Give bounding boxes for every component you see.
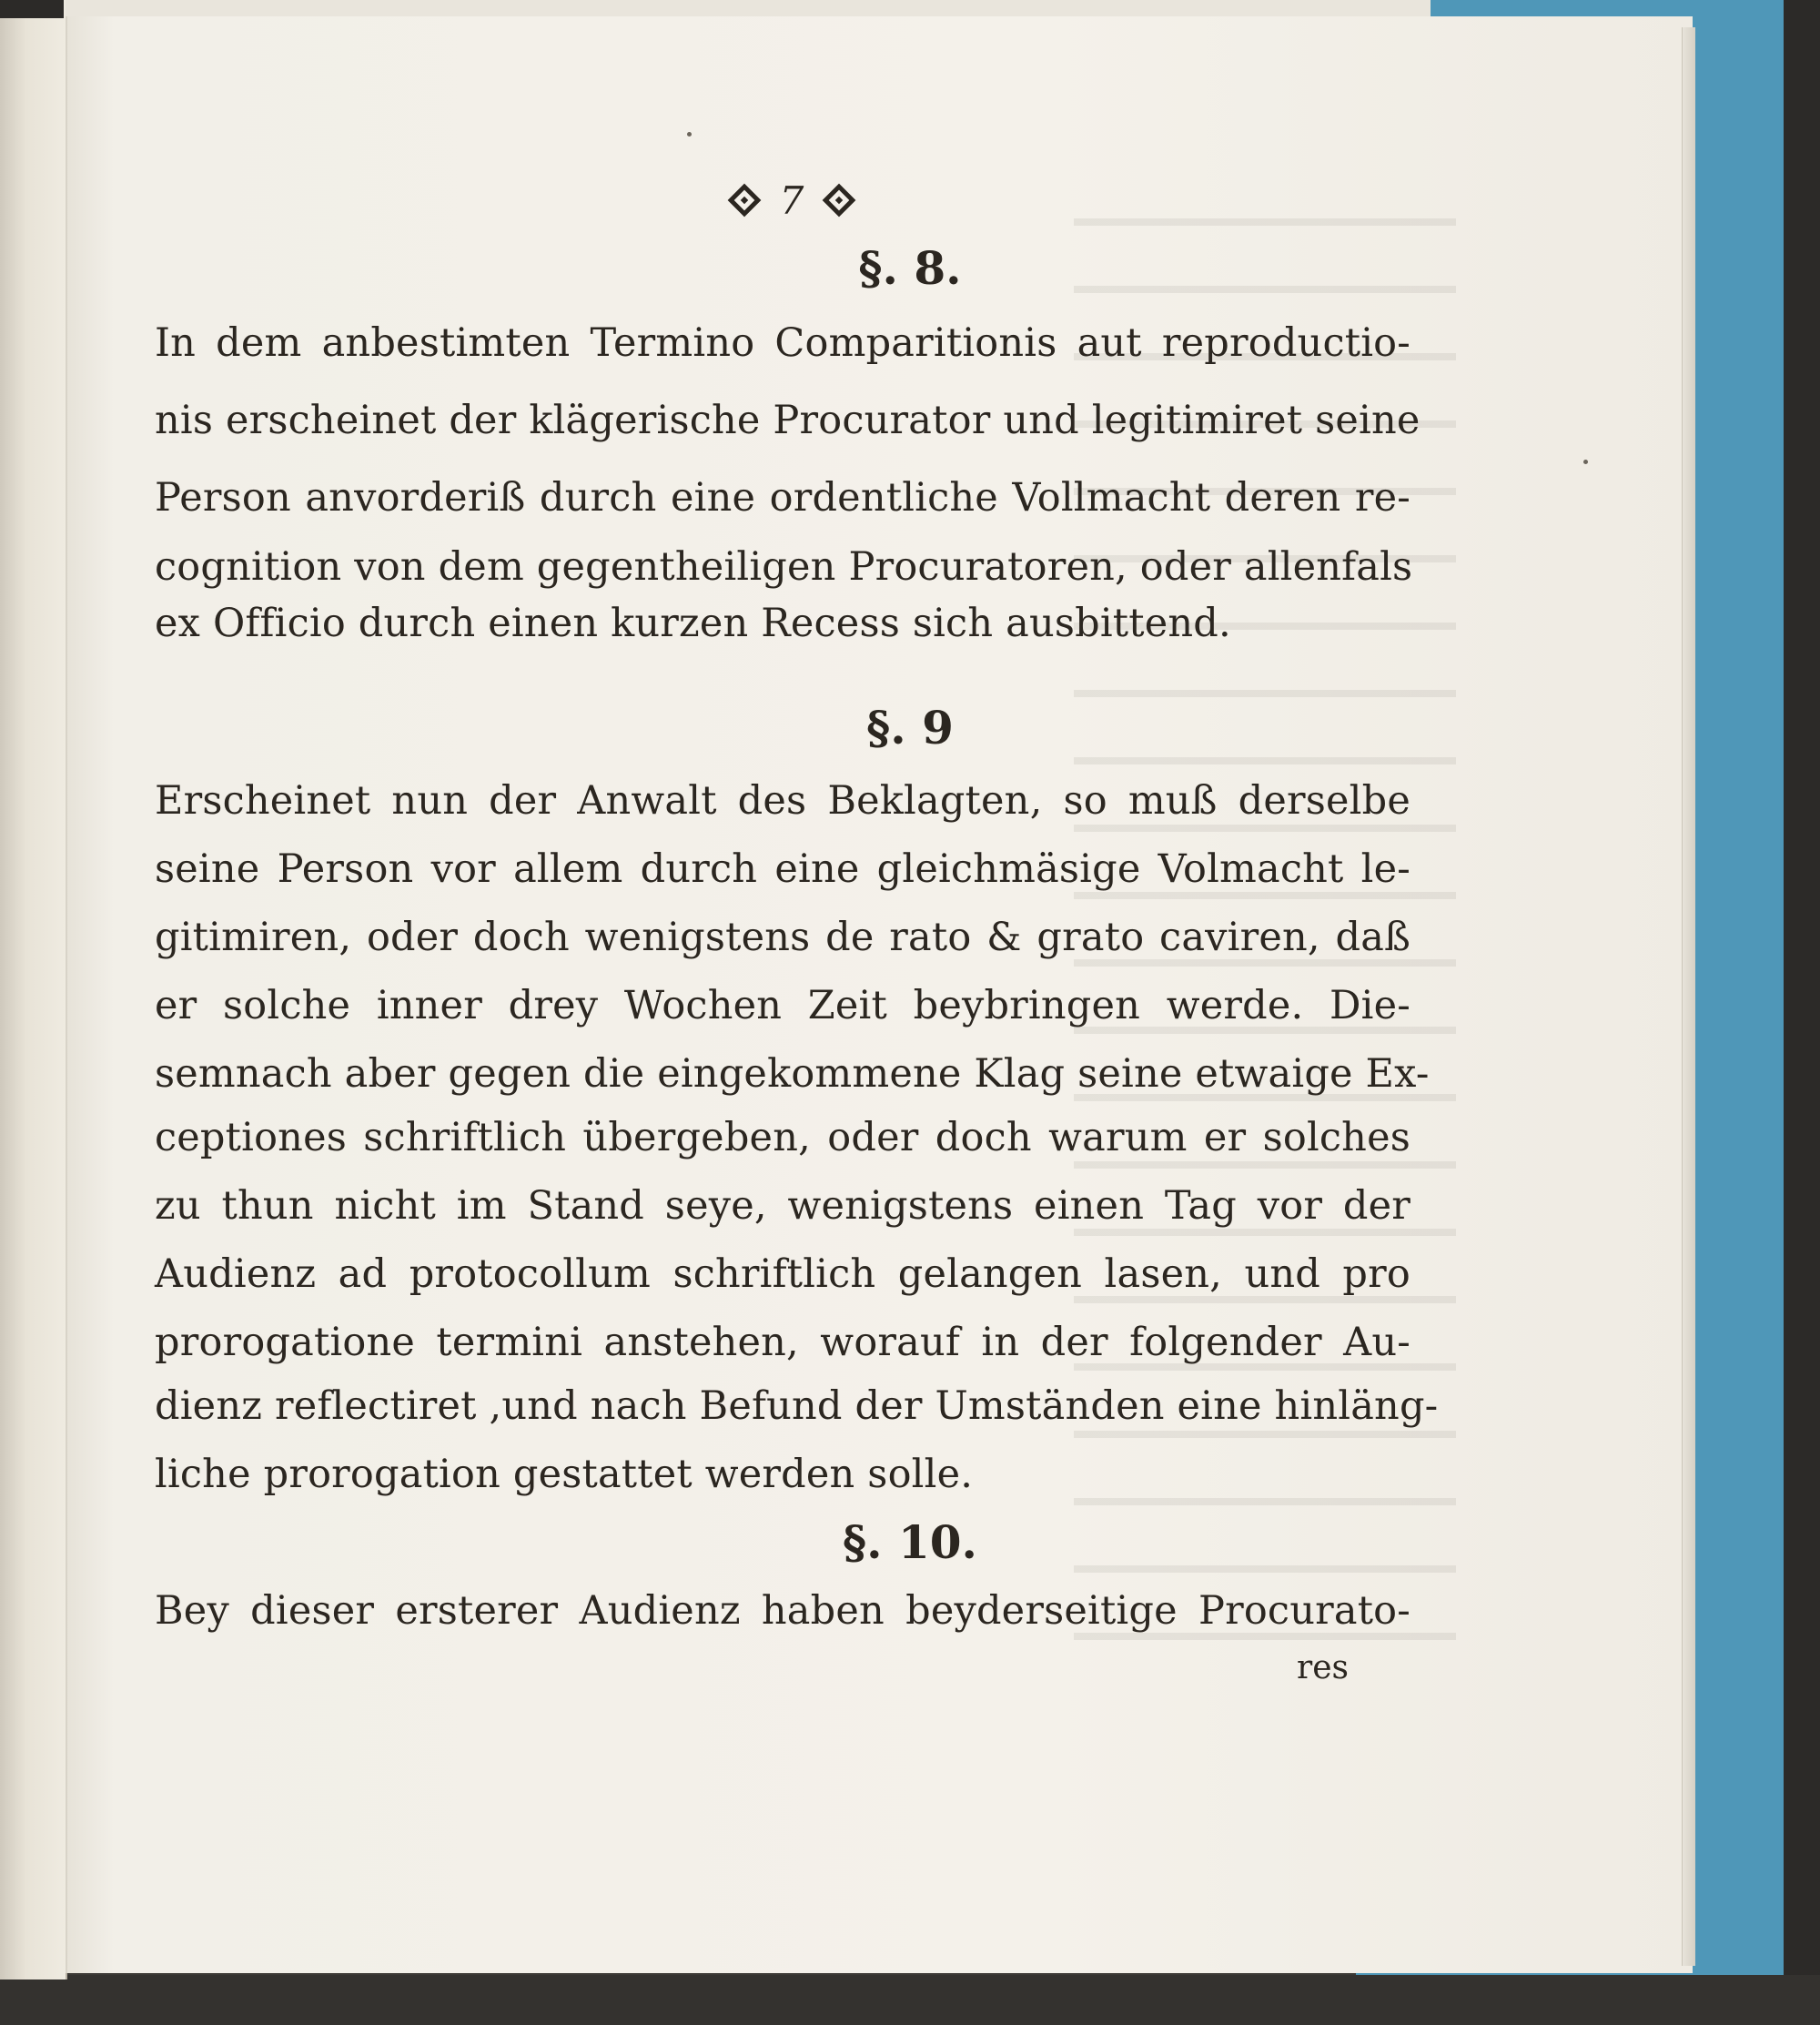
- paragraph-line: liche prorogation gestattet werden solle.: [155, 1452, 974, 1497]
- paragraph-line: ex Officio durch einen kurzen Recess sich ausbittend.: [155, 601, 1231, 646]
- page-header: [673, 168, 910, 232]
- catchword: res: [1297, 1649, 1349, 1686]
- paragraph-line: seine Person vor allem durch eine gleichmäsige Volmacht le-: [155, 846, 1410, 892]
- page-fore-edge: [1682, 27, 1695, 1966]
- paragraph-line: ceptiones schriftlich übergeben, oder doch warum er solches: [155, 1115, 1410, 1160]
- paragraph-line: In dem anbestimten Termino Comparitionis aut reproductio-: [155, 320, 1410, 366]
- paragraph-line: Person anvorderiß durch eine ordentliche Vollmacht deren re-: [155, 475, 1410, 521]
- paragraph-line: semnach aber gegen die eingekommene Klag seine etwaige Ex-: [155, 1051, 1430, 1097]
- diamond-ornament-icon: [823, 184, 856, 218]
- paragraph-line: cognition von dem gegentheiligen Procuratoren, oder allenfals: [155, 544, 1413, 590]
- ink-speck: [687, 132, 692, 137]
- paragraph-line: Erscheinet nun der Anwalt des Beklagten, so muß derselbe: [155, 778, 1410, 824]
- facing-page-corner: [0, 0, 64, 18]
- diamond-ornament-icon: [727, 184, 761, 218]
- backdrop-dark-edge: [1784, 0, 1820, 2025]
- backdrop-bottom-edge: [0, 1975, 1820, 2025]
- paragraph-line: prorogatione termini anstehen, worauf in der folgender Au-: [155, 1320, 1410, 1365]
- ink-speck: [1583, 460, 1588, 464]
- paragraph-line: er solche inner drey Wochen Zeit beybringen werde. Die-: [155, 983, 1410, 1028]
- paragraph-line: dienz reflectiret ,und nach Befund der Umständen eine hinläng-: [155, 1383, 1439, 1429]
- page-number: 7: [779, 177, 804, 223]
- section-heading-8: §. 8.: [858, 241, 962, 295]
- paragraph-line: Audienz ad protocollum schriftlich gelangen lasen, und pro: [155, 1251, 1410, 1297]
- section-heading-9: §. 9: [866, 701, 954, 754]
- paragraph-line: nis erscheinet der klägerische Procurator und legitimiret seine: [155, 398, 1421, 443]
- paragraph-line: gitimiren, oder doch wenigstens de rato & grato caviren, daß: [155, 915, 1410, 960]
- facing-page-edge: [0, 0, 67, 1979]
- paragraph-line: zu thun nicht im Stand seye, wenigstens einen Tag vor der: [155, 1183, 1410, 1229]
- paragraph-line: Bey dieser ersterer Audienz haben beyderseitige Procurato-: [155, 1588, 1410, 1634]
- section-heading-10: §. 10.: [843, 1515, 977, 1569]
